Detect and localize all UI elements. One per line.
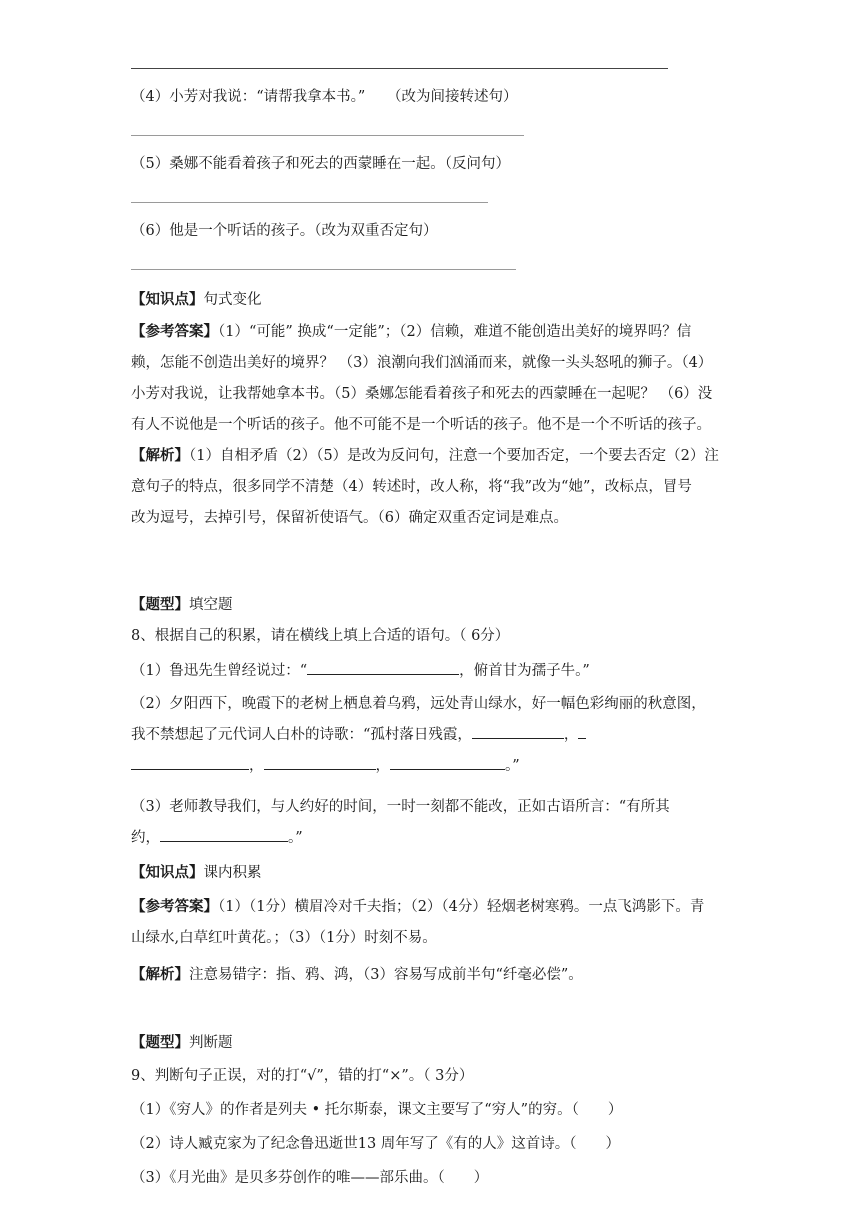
q7-knowledge-point xyxy=(131,290,262,310)
q9-sub-2: （2）诗人臧克家为了纪念鲁迅逝世13 周年写了《有的人》这首诗。（ ） xyxy=(131,1136,621,1152)
q7-item-5: （5）桑娜不能看着孩子和死去的西蒙睡在一起。（反问句） xyxy=(131,156,510,172)
q9-sub-1: （1）《穷人》的作者是列夫 • 托尔斯泰，课文主要写了“穷人”的穷。（ ） xyxy=(131,1102,623,1118)
analysis-line-text: 意句子的特点，很多同学不清楚（4）转述时，改人称，将“我”改为“她”，改标点，冒号 xyxy=(131,479,692,495)
answer-line-text: 有人不说他是一个听话的孩子。他不可能不是一个听话的孩子。他不是一个不听话的孩子。 xyxy=(131,417,711,433)
answer-line xyxy=(131,135,524,136)
q8-question-type: 【题型】填空题 xyxy=(131,596,233,613)
section-label: 【题型】 xyxy=(131,596,189,613)
q8-stem: 8、根据自己的积累，请在横线上填上合适的语句。（ 6分） xyxy=(131,628,510,644)
answer-line xyxy=(131,68,668,69)
fill-blank xyxy=(390,755,505,770)
analysis-line-text: 改为逗号，去掉引号，保留祈使语气。（6）确定双重否定词是难点。 xyxy=(131,510,568,526)
q9-question-type: 【题型】判断题 xyxy=(131,1034,233,1051)
q9-sub-3: （3）《月光曲》是贝多芬创作的唯——部乐曲。（ ） xyxy=(131,1170,489,1186)
section-label: 【解析】 xyxy=(131,966,189,983)
fill-blank xyxy=(131,755,249,770)
q9-stem: 9、判断句子正误，对的打“√”，错的打“×”。（ 3分） xyxy=(131,1068,474,1084)
answer-line-text: 【参考答案】（1）“可能” 换成“一定能”；（2）信赖，难道不能创造出美好的境界吗？信 xyxy=(131,323,692,340)
q8-answer: 【参考答案】（1）（1分）横眉冷对千夫指；（2）（4分）轻烟老树寒鸦。一点飞鸿影下。青 山绿水,白草红叶黄花。；（3）（1分）时刻不易。 xyxy=(131,898,705,946)
section-label: 【参考答案】 xyxy=(131,323,218,340)
q7-analysis xyxy=(131,440,731,534)
q7-item-4: （4）小芳对我说：“请帮我拿本书。” （改为间接转述句） xyxy=(131,89,518,105)
answer-line-text: 赖，怎能不创造出美好的境界？ （3）浪潮向我们汹涌而来，就像一头头怒吼的狮子。（4） xyxy=(131,355,713,371)
q8-sub-3: （3）老师教导我们，与人约好的时间，一时一刻都不能改，正如古语所言：“有所其 约， 。” xyxy=(131,799,670,846)
fill-blank xyxy=(472,724,564,739)
analysis-line-text: 【解析】（1）自相矛盾（2）（5）是改为反问句，注意一个要加否定，一个要去否定（2）注 xyxy=(131,447,719,464)
q7-answer xyxy=(131,316,731,441)
section-label: 【解析】 xyxy=(131,447,189,464)
q7-item-6: （6）他是一个听话的孩子。（改为双重否定句） xyxy=(131,223,438,239)
section-label: 【知识点】 xyxy=(131,291,204,308)
answer-line xyxy=(131,202,488,203)
fill-blank xyxy=(160,827,288,842)
answer-line-text: 小芳对我说，让我帮她拿本书。（5）桑娜怎能看着孩子和死去的西蒙睡在一起呢？ （6）没 xyxy=(131,386,713,402)
q8-analysis: 【解析】注意易错字：指、鸦、鸿，（3）容易写成前半句“纤毫必偿”。 xyxy=(131,966,583,983)
section-label: 【知识点】 xyxy=(131,864,204,881)
q8-knowledge-point: 【知识点】课内积累 xyxy=(131,864,262,881)
fill-blank xyxy=(264,755,376,770)
answer-line xyxy=(131,269,516,270)
fill-blank xyxy=(307,660,459,675)
q8-sub-1: （1）鲁迅先生曾经说过：“ ，俯首甘为孺子牛。” xyxy=(131,660,590,681)
section-label: 【参考答案】 xyxy=(131,898,218,915)
q8-sub-2: （2）夕阳西下，晚霞下的老树上栖息着乌鸦，远处青山绿水，好一幅色彩绚丽的秋意图， 我不禁想起了元代词人白朴的诗歌：“孤村落日残霞， ， ， ， 。” xyxy=(131,696,706,774)
knowledge-text: 句式变化 xyxy=(203,292,262,308)
section-label: 【题型】 xyxy=(131,1034,189,1051)
fill-blank xyxy=(578,724,586,739)
